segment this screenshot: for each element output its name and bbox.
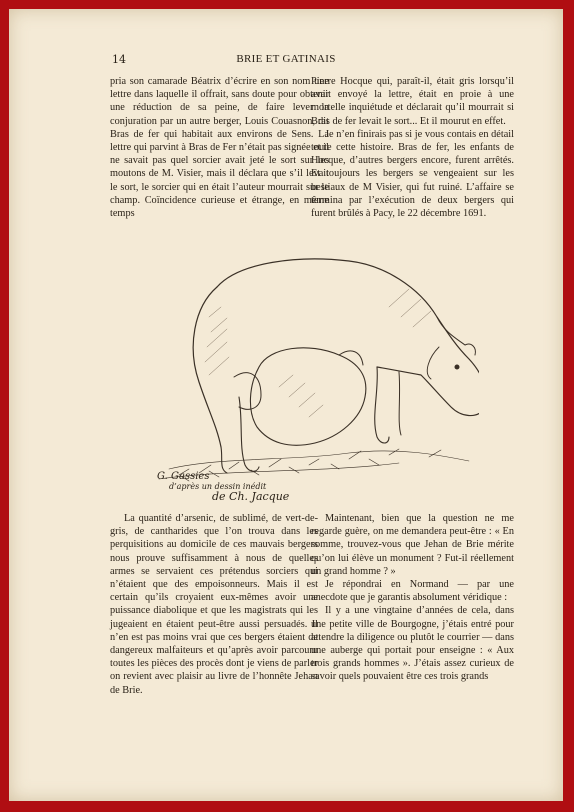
running-header <box>9 53 563 69</box>
page-number: 14 <box>112 53 126 66</box>
ewe-head <box>437 317 475 355</box>
signature-source: de Ch. Jacque <box>212 490 290 503</box>
paragraph: Je répondrai en Normand — par une anecdote que je garantis absolument véridique : <box>311 579 514 604</box>
column-top-left <box>110 75 329 220</box>
paragraph: La quantité d’arsenic, de sublimé, de vert-de-gris, de cantharides que l’on trouva dans les perquisitions au domicile de ces mauvais bergers nous prouve suffisamment à nous de quelles armes se servaient ces prétendus sorciers qui n’étaient que des empoisonneurs. Mais il est certain qu’ils croyaient eux-mêmes avoir une puissance diabolique et que les magistrats qui les jugeaient en étaient peut-être aussi persuadés. Il n’en est pas moins vrai que ces bergers étaient de dangereux malfaiteurs et qu’après avoir parcouru toutes les pièces des procès dont je viens de parler on revient avec plaisir au livre de l’honnête Jehan de Brie. <box>110 513 318 696</box>
running-title: BRIE ET GATINAIS <box>236 53 336 65</box>
paragraph: pria son camarade Béatrix d’écrire en son nom une lettre dans laquelle il offrait, sans doute pour obtenir une réduction de sa peine, de faire lever la conjuration par un autre berger, Louis Couasnon, dit Bras de fer qui habitait aux environs de Sens. La lettre qui parvint à Bras de Fer n’était pas signée et il ne savait pas quel sorcier avait jeté le sort sur les moutons de M. Visier, mais il déclara que s’il levait le sort, le sorcier qui en était l’auteur mourrait sur le champ. Coïncidence curieuse et étrange, en même temps <box>110 76 329 220</box>
ewe-body <box>217 259 479 416</box>
paragraph: Je n’en finirais pas si je vous contais en détail toute cette histoire. Bras de fer, les enfants de Hocque, d’autres bergers encore, furent arrêtés. Et toujours les bergers se vengeaient sur les bestiaux de M Visier, qui fut ruiné. L’affaire se termina par l’exécution de deux bergers qui furent brûlés à Pacy, le 22 décembre 1691. <box>311 128 514 220</box>
page <box>9 9 563 801</box>
column-bottom-right <box>311 512 514 684</box>
lamb-body <box>250 348 365 445</box>
signature-artist: G. Gassies <box>157 471 210 482</box>
paragraph: Il y a une vingtaine d’années de cela, dans une petite ville de Bourgogne, j’étais entré pour attendre la diligence ou plutôt le courrier — dans une auberge qui portait pour enseigne : « Aux trois grands hommes ». J’étais assez curieux de savoir quels pouvaient être ces trois grands <box>311 605 514 683</box>
paragraph: Pierre Hocque qui, paraît-il, était gris lorsqu’il avait envoyé la lettre, était en proie à une mortelle inquiétude et déclarait qu’il mourrait si Bras de fer levait le sort... Et il mourut en effet. <box>311 76 514 127</box>
signature-note: d’après un dessin inédit <box>169 482 267 491</box>
column-top-right <box>311 75 514 220</box>
column-bottom-left <box>110 512 318 697</box>
paragraph: Maintenant, bien que la question ne me regarde guère, on me demandera peut-être : « En somme, trouvez-vous que Jehan de Brie mérite qu’on lui élève un monument ? Fut-il réellement un grand homme ? » <box>311 513 514 577</box>
